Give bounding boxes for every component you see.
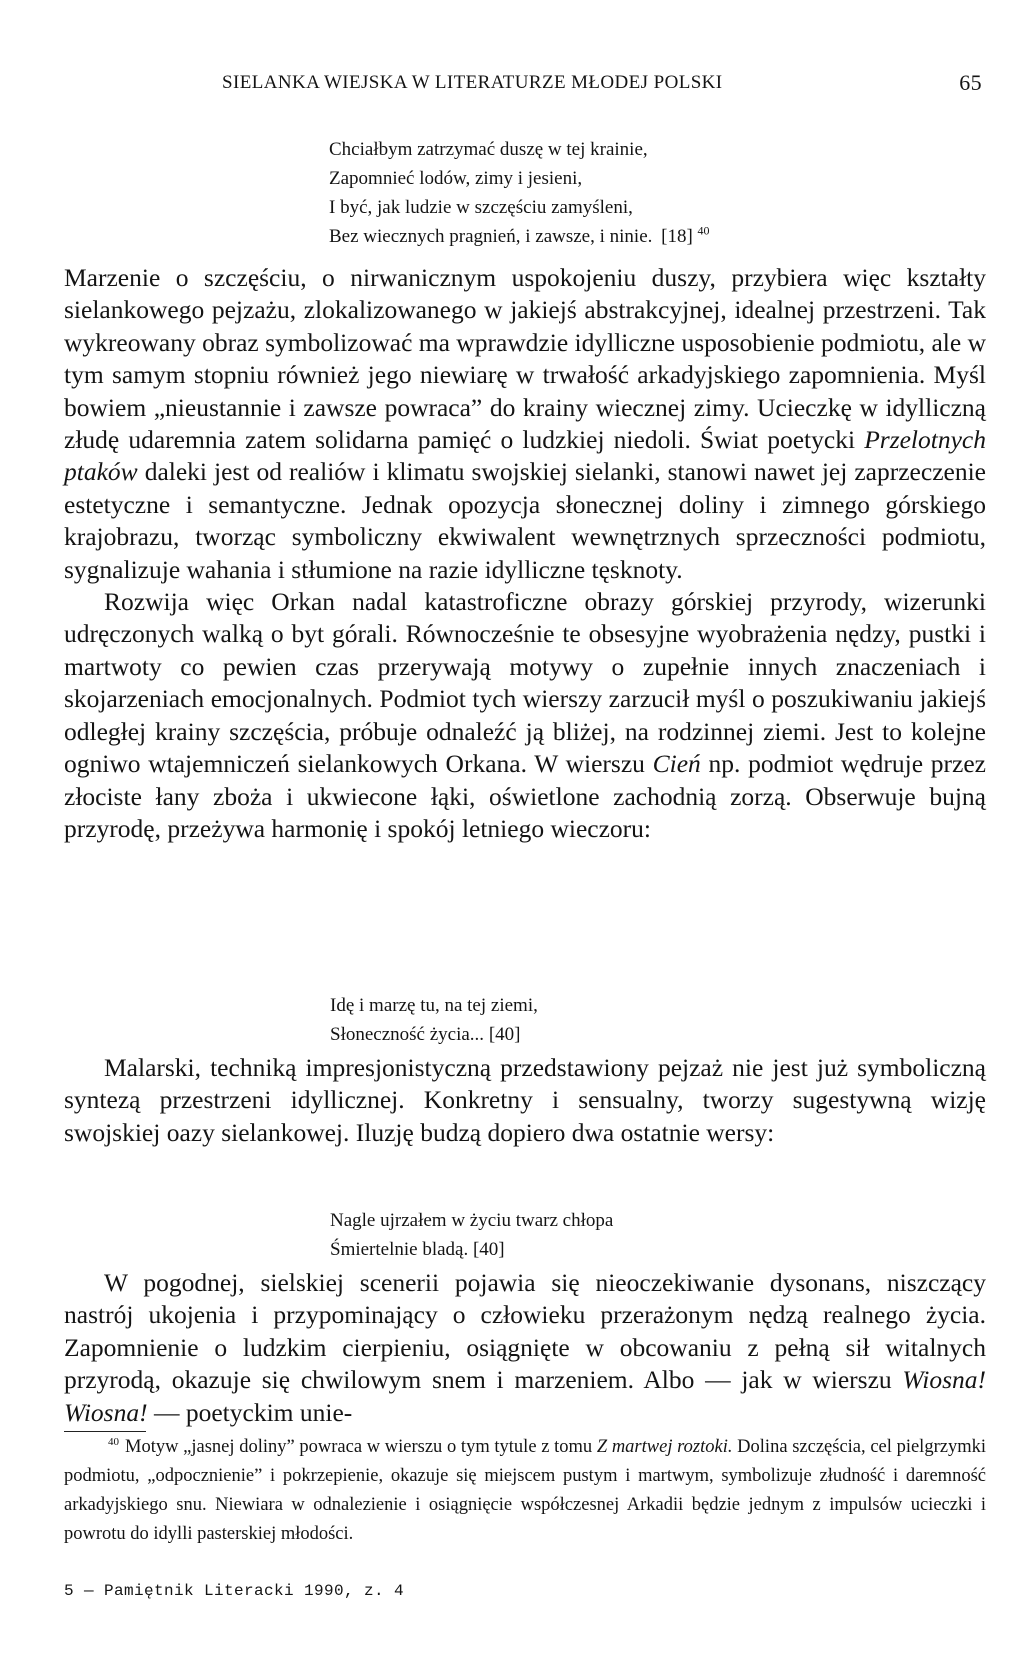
footnote-mark: 40: [108, 1435, 119, 1448]
paragraph-1: [64, 262, 986, 586]
verse-citation: [40]: [472, 1239, 505, 1260]
work-title: Z martwej roztoki.: [596, 1437, 733, 1457]
paragraph-text: daleki jest od realiów i klimatu swojskiej sielanki, stanowi nawet jej zaprzeczenie estetyczne i semantyczne. Jednak opozycja słonecznej doliny i zimnego górskiego krajobrazu, tworząc symboliczny ekwiwalent wewnętrznych sprzeczności podmiotu, sygnalizuje wahania i stłumione na razie idylliczne tęsknoty.: [64, 457, 986, 584]
verse-line-text: Słoneczność życia...: [330, 1024, 485, 1045]
work-title: Wiosna! Wiosna!: [64, 1365, 986, 1427]
verse-line: Nagle ujrzałem w życiu twarz chłopa: [330, 1210, 614, 1231]
running-header: [222, 68, 982, 98]
verse-quote-2: [330, 991, 538, 1049]
verse-citation: [18]: [661, 226, 693, 247]
work-title: Przelotnych ptaków: [64, 425, 986, 487]
verse-line-text: Bez wiecznych pragnień, i zawsze, i ninie.: [329, 226, 653, 247]
paragraph-text: Rozwija więc Orkan nadal katastroficzne obrazy górskiej przyrody, wizerunki udręczonych walką o byt górali. Równocześnie te obsesyjne wyobrażenia nędzy, pustki i martwoty co pewien czas przerywają motywy o zupełnie innych znaczeniach i skojarzeniach emocjonalnych. Podmiot tych wierszy zarzucił myśl o poszukiwaniu jakiejś odległej krainy szczęścia, próbuje odnaleźć ją bliżej, na rodzinnej ziemi. Jest to kolejne ogniwo wtajemniczeń sielankowych Orkana. W wierszu: [64, 587, 986, 779]
printer-signature: 5 — Pamiętnik Literacki 1990, z. 4: [64, 1582, 405, 1600]
footnote-reference: 40: [697, 223, 710, 238]
verse-line: Idę i marzę tu, na tej ziemi,: [330, 995, 538, 1016]
verse-line: Zapomnieć lodów, zimy i jesieni,: [329, 168, 583, 189]
running-title: SIELANKA WIEJSKA W LITERATURZE MŁODEJ POLSKI: [222, 72, 723, 93]
verse-quote-1: [329, 135, 710, 251]
paragraph-text: np. podmiot wędruje przez złociste łany zboża i ukwiecone łąki, oświetlone zachodnią zorzą. Obserwuje bujną przyrodę, przeżywa harmonię i spokój letniego wieczoru:: [64, 749, 986, 843]
verse-line-last: [330, 1020, 538, 1049]
verse-line-text: Śmiertelnie bladą.: [330, 1239, 469, 1260]
work-title: Cień: [652, 749, 701, 779]
paragraph-2: [64, 586, 986, 845]
verse-line-last: [330, 1235, 613, 1264]
body-text-block-2: [64, 1052, 986, 1149]
page-number: 65: [959, 70, 982, 95]
verse-quote-3: [330, 1206, 613, 1264]
footnote-text: Dolina szczęścia, cel pielgrzymki podmiotu, „odpocznienie” i pokrzepienie, okazuje się miejscem pustym i martwym, symbolizuje złudność i daremność arkadyjskiego snu. Niewiara w odnalezienie i osiągnięcie współczesnej Arkadii będzie jednym z impulsów ucieczki i powrotu do idylli pasterskiej młodości.: [64, 1437, 986, 1544]
verse-line: Chciałbym zatrzymać duszę w tej krainie,: [329, 139, 648, 160]
paragraph-text: — poetyckim unie-: [147, 1397, 353, 1427]
paragraph-text: W pogodnej, sielskiej scenerii pojawia się nieoczekiwanie dysonans, niszczący nastrój ukojenia i przypominający o człowieku przerażonym nędzą realnego życia. Zapomnienie o ludzkim cierpieniu, osiągnięte w obcowaniu z pełną sił witalnych przyrodą, okazuje się chwilowym snem i marzeniem. Albo — jak w wierszu: [64, 1268, 986, 1395]
paragraph-4: [64, 1267, 986, 1429]
verse-line-last: [329, 222, 710, 251]
footnote-divider: [64, 1431, 146, 1432]
verse-citation: [40]: [488, 1024, 521, 1045]
body-text-block-3: [64, 1267, 986, 1429]
paragraph-3: Malarski, techniką impresjonistyczną przedstawiony pejzaż nie jest już symboliczną syntezą przestrzeni idyllicznej. Konkretny i sensualny, tworzy sugestywną wizję swojskiej oazy sielankowej. Iluzję budzą dopiero dwa ostatnie wersy:: [64, 1053, 986, 1147]
paragraph-text: Marzenie o szczęściu, o nirwanicznym uspokojeniu duszy, przybiera więc kształty sielankowego pejzażu, zlokalizowanego w jakiejś abstrakcyjnej, idealnej przestrzeni. Tak wykreowany obraz symbolizować ma wprawdzie idylliczne usposobienie podmiotu, ale w tym samym stopniu również jego niewiarę w trwałość arkadyjskiego zapomnienia. Myśl bowiem „nieustannie i zawsze powraca” do krainy wiecznej zimy. Ucieczkę w idylliczną złudę udaremnia zatem solidarna pamięć o ludzkiej niedoli. Świat poetycki: [64, 263, 986, 455]
body-text-block-1: [64, 262, 986, 845]
footnote-paragraph: [64, 1433, 986, 1549]
footnote: [64, 1433, 986, 1549]
footnote-text: Motyw „jasnej doliny” powraca w wierszu o tym tytule z tomu: [125, 1437, 597, 1457]
verse-line: I być, jak ludzie w szczęściu zamyśleni,: [329, 197, 633, 218]
